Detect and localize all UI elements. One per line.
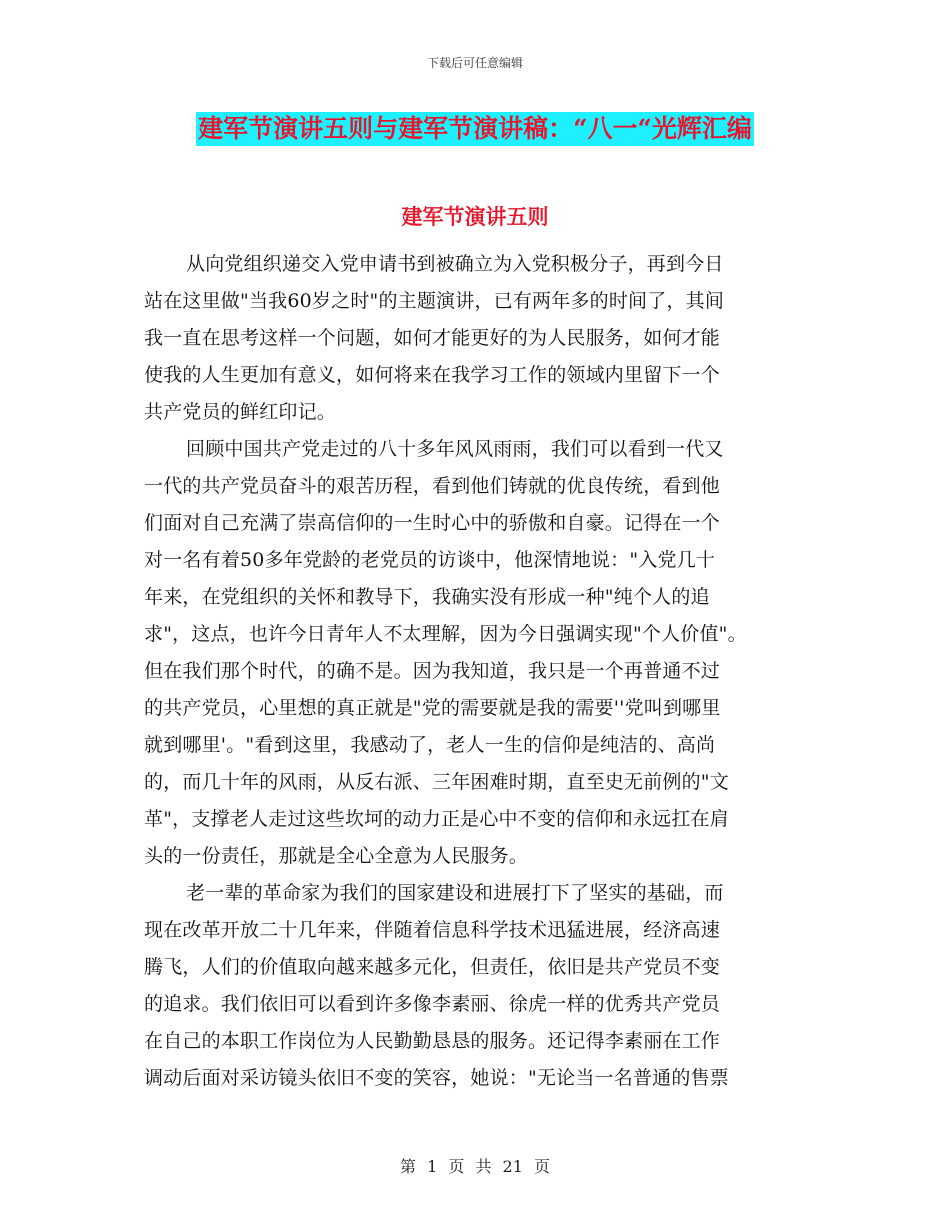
- paragraph-line: 年来，在党组织的关怀和教导下，我确实没有形成一种"纯个人的追: [144, 586, 710, 608]
- paragraph-line: 使我的人生更加有意义，如何将来在我学习工作的领域内里留下一个: [144, 364, 721, 386]
- paragraph-line: 就到哪里'。"看到这里，我感动了，老人一生的信仰是纯洁的、高尚: [144, 734, 716, 756]
- paragraph-line: 但在我们那个时代，的确不是。因为我知道，我只是一个再普通不过: [144, 660, 721, 682]
- document-title-container: [0, 112, 950, 146]
- body-paragraph: [144, 431, 804, 875]
- paragraph-line: 的，而几十年的风雨，从反右派、三年困难时期，直至史无前例的"文: [144, 771, 729, 793]
- paragraph-line: 现在改革开放二十几年来，伴随着信息科学技术迅猛进展，经济高速: [144, 919, 721, 941]
- paragraph-line: 革"，支撑老人走过这些坎坷的动力正是心中不变的信仰和永远扛在肩: [144, 808, 729, 830]
- document-title: 建军节演讲五则与建军节演讲稿：“八一“光辉汇编: [196, 112, 754, 146]
- paragraph-line: 腾飞，人们的价值取向越来越多元化，但责任，依旧是共产党员不变: [144, 956, 721, 978]
- paragraph-line: 求"，这点，也许今日青年人不太理解，因为今日强调实现"个人价值"。: [144, 623, 747, 645]
- paragraph-line: 回顾中国共产党走过的八十多年风风雨雨，我们可以看到一代又: [186, 438, 724, 460]
- header-note: 下载后可任意编辑: [426, 56, 523, 70]
- paragraph-line: 头的一份责任，那就是全心全意为人民服务。: [144, 845, 529, 867]
- paragraph-line: 对一名有着50多年党龄的老党员的访谈中，他深情地说："入党几十: [144, 549, 716, 571]
- body-paragraph: [144, 875, 804, 1097]
- paragraph-line: 们面对自己充满了崇高信仰的一生时心中的骄傲和自豪。记得在一个: [144, 512, 721, 534]
- body-text: [144, 246, 804, 1097]
- paragraph-line: 老一辈的革命家为我们的国家建设和进展打下了坚实的基础，而: [186, 882, 724, 904]
- paragraph-line: 共产党员的鲜红印记。: [144, 401, 337, 423]
- paragraph-line: 从向党组织递交入党申请书到被确立为入党积极分子，再到今日: [186, 253, 724, 275]
- paragraph-line: 调动后面对采访镜头依旧不变的笑容，她说："无论当一名普通的售票: [144, 1067, 729, 1089]
- paragraph-line: 我一直在思考这样一个问题，如何才能更好的为人民服务，如何才能: [144, 327, 721, 349]
- paragraph-line: 站在这里做"当我60岁之时"的主题演讲，已有两年多的时间了，其间: [144, 290, 725, 312]
- page-footer: 第 1 页 共 21 页: [400, 1157, 550, 1176]
- section-heading: 建军节演讲五则: [401, 204, 549, 229]
- body-paragraph: [144, 246, 804, 431]
- paragraph-line: 在自己的本职工作岗位为人民勤勤恳恳的服务。还记得李素丽在工作: [144, 1030, 721, 1052]
- paragraph-line: 一代的共产党员奋斗的艰苦历程，看到他们铸就的优良传统，看到他: [144, 475, 721, 497]
- paragraph-line: 的共产党员，心里想的真正就是"党的需要就是我的需要''党叫到哪里: [144, 697, 721, 719]
- paragraph-line: 的追求。我们依旧可以看到许多像李素丽、徐虎一样的优秀共产党员: [144, 993, 721, 1015]
